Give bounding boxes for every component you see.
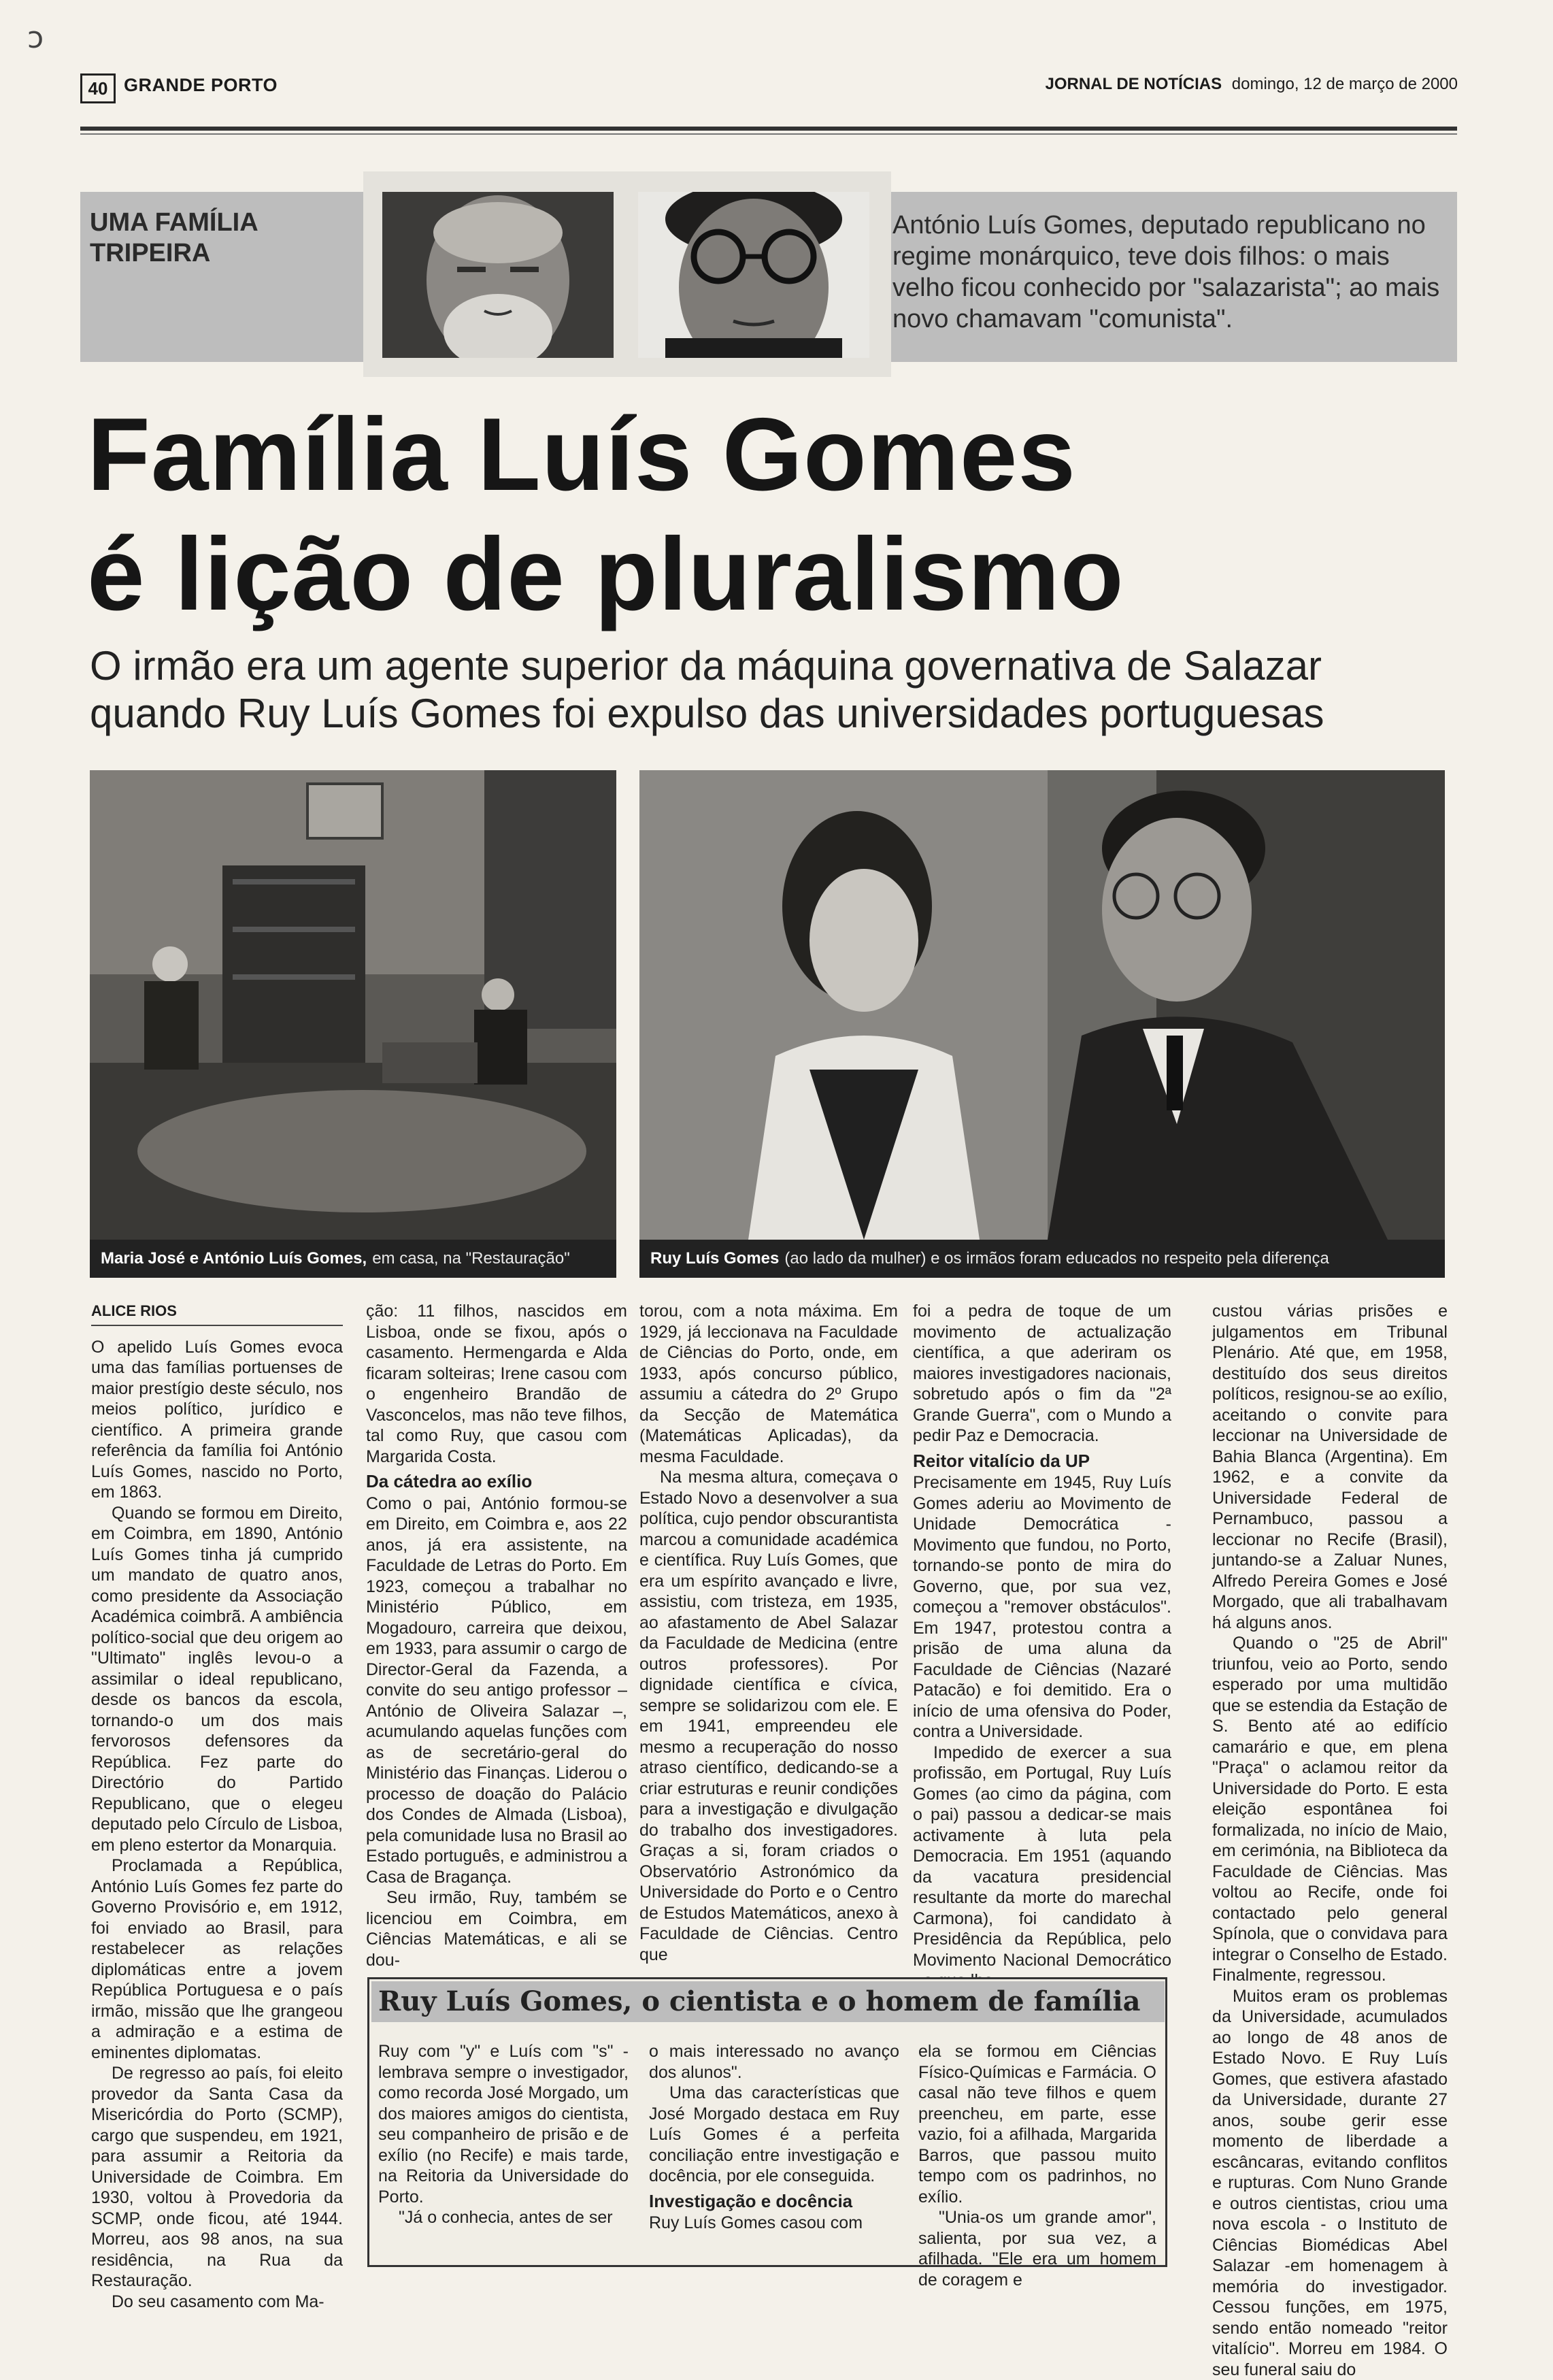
- kicker-label: UMA FAMÍLIA TRIPEIRA: [90, 208, 294, 269]
- scan-corner-mark: ɔ: [27, 20, 44, 55]
- sidebar-paragraph: "Unia-os um grande amor", salienta, por sua vez, a afilhada. "Ele era um homem de coragem e: [918, 2207, 1156, 2290]
- photo-right-caption-name: Ruy Luís Gomes: [650, 1249, 779, 1268]
- article-paragraph: Seu irmão, Ruy, também se licenciou em Coimbra, em Ciências Matemáticas, e ali se dou-: [366, 1887, 627, 1970]
- photo-left-caption-text: em casa, na "Restauração": [372, 1249, 570, 1268]
- article-paragraph: Quando o "25 de Abril" triunfou, veio ao Porto, sendo esperado por uma multidão que se estendia da Estação de S. Bento até ao edifício camarário e que, em plena "Praça" o aclamou reitor da Universidade do Porto. E esta eleição espontânea foi formalizada, no início de Maio, em cerimónia, na Biblioteca da Faculdade de Ciências. Mas voltou ao Recife, onde foi contactado pelo general Spínola, que o convidava para integrar o Conselho de Estado. Finalmente, regressou.: [1212, 1633, 1448, 1986]
- kicker-portraits: [363, 171, 891, 377]
- newspaper-name: JORNAL DE NOTÍCIAS: [1046, 75, 1222, 93]
- article-paragraph: ção: 11 filhos, nascidos em Lisboa, onde se fixou, após o casamento. Hermengarda e Alda ficaram solteiras; Irene casou com o engenheiro Brandão de Vasconcelos, mas não teve filhos, tal como Ruy, que casou com Margarida Costa.: [366, 1301, 627, 1467]
- sidebar-paragraph: "Já o conhecia, antes de ser: [378, 2207, 629, 2228]
- article-paragraph: Quando se formou em Direito, em Coimbra, em 1890, António Luís Gomes tinha já cumprido um mandato de quatro anos, como presidente da Associação Académica coimbrã. A ambiência político-social que deu origem ao "Ultimato" inglês levou-o a assimilar o ideal republicano, desde os bancos da escola, tornando-o um dos mais fervorosos defensores da República. Fez parte do Directório do Partido Republicano, que o elegeu deputado pelo Círculo de Lisboa, em pleno estertor da Monarquia.: [91, 1503, 343, 1856]
- sidebar-column-3: [918, 2041, 1156, 2290]
- article-paragraph: Muitos eram os problemas da Universidade, acumulados ao longo de 48 anos de Estado Novo. E Ruy Luís Gomes, que estivera afastado da Universidade, durante 27 anos, soube gerir esse momento de liberdade a escâncaras, evitando conflitos e rupturas. Com Nuno Grande e outros cientistas, criou uma nova escola - o Instituto de Ciências Biomédicas Abel Salazar -em homenagem à memória do investigador. Cessou funções, em 1975, sendo então nomeado "reitor vitalício". Morreu em 1984. O seu funeral saiu do: [1212, 1986, 1448, 2380]
- kicker-text: António Luís Gomes, deputado republicano no regime monárquico, teve dois filhos: o mais velho ficou conhecido por "salazarista"; ao mais novo chamavam "comunista".: [892, 210, 1450, 335]
- sidebar-paragraph: ela se formou em Ciências Físico-Químicas e Farmácia. O casal não teve filhos e quem preencheu, em parte, esse vazio, foi a afilhada, Margarida Barros, que passou muito tempo com os padrinhos, no exílio.: [918, 2041, 1156, 2207]
- issue-date: domingo, 12 de março de 2000: [1232, 75, 1458, 93]
- article-paragraph: O apelido Luís Gomes evoca uma das famílias portuenses de maior prestígio deste século, nos meios político, jurídico e científico. A primeira grande referência da família foi António Luís Gomes, nascido no Porto, em 1863.: [91, 1337, 343, 1503]
- article-subheading: Reitor vitalício da UP: [913, 1451, 1171, 1472]
- portrait-father-photo: [382, 192, 614, 358]
- article-paragraph: foi a pedra de toque de um movimento de actualização científica, a que aderiram os maiores investigadores nacionais, sobretudo após o fim da "2ª Grande Guerra", com o Mundo a pedir Paz e Democracia.: [913, 1301, 1171, 1447]
- page-number: 40: [80, 73, 116, 103]
- photo-left-caption: [90, 1240, 616, 1278]
- article-column-1: [91, 1301, 343, 2312]
- article-subheading: Da cátedra ao exílio: [366, 1471, 627, 1492]
- photo-ruy-and-wife: [639, 770, 1445, 1278]
- article-paragraph: Do seu casamento com Ma-: [91, 2292, 343, 2313]
- photo-left-caption-names: Maria José e António Luís Gomes,: [101, 1249, 367, 1268]
- article-paragraph: Proclamada a República, António Luís Gomes fez parte do Governo Provisório e, em 1912, foi enviado ao Brasil, para restabelecer as relações diplomáticas entre a jovem República Portuguesa e o país irmão, missão que lhe grangeou a admiração e a estima de eminentes diplomatas.: [91, 1855, 343, 2063]
- sidebar-paragraph: o mais interessado no avanço dos alunos".: [649, 2041, 899, 2083]
- article-paragraph: custou várias prisões e julgamentos em Tribunal Plenário. Até que, em 1958, destituído dos seus direitos políticos, resignou-se ao exílio, aceitando o convite para leccionar na Universidade de Bahia Blanca (Argentina). Em 1962, e a convite da Universidade Federal de Pernambuco, passou a leccionar no Recife (Brasil), juntando-se a Zaluar Nunes, Alfredo Pereira Gomes e José Morgado, que ali trabalhavam há alguns anos.: [1212, 1301, 1448, 1633]
- photo-right-caption: [639, 1240, 1445, 1278]
- section-name: GRANDE PORTO: [124, 75, 278, 96]
- article-paragraph: Precisamente em 1945, Ruy Luís Gomes aderiu ao Movimento de Unidade Democrática - Movimento que fundou, no Porto, tornando-se ponto de mira do Governo, que, por sua vez, começou a "remover obstáculos". Em 1947, protestou contra a prisão de uma aluna da Faculdade de Ciências (Nazaré Patacão) e foi demitido. Era o início de uma ofensiva do Poder, contra a Universidade.: [913, 1472, 1171, 1742]
- portrait-ruy-photo: [638, 192, 869, 358]
- article-paragraph: torou, com a nota máxima. Em 1929, já leccionava na Faculdade de Ciências do Porto, onde, em 1933, após concurso público, assumiu a cátedra do 2º Grupo da Secção de Matemática (Matemáticas Aplicadas), da mesma Faculdade.: [639, 1301, 898, 1467]
- article-paragraph: Na mesma altura, começava o Estado Novo a desenvolver a sua política, cujo pendor obscurantista marcou a comunidade académica e científica. Ruy Luís Gomes, que era um espírito avançado e livre, assistiu, com tristeza, em 1935, ao afastamento de Abel Salazar da Faculdade de Medicina (entre outros professores). Por dignidade científica e cívica, sempre se solidarizou com ele. E em 1941, empreendeu ele mesmo a recuperação do nosso atraso científico, dedicando-se a criar estruturas e reunir condições para a investigação e divulgação do trabalho dos investigadores. Graças a si, foram criados o Observatório Astronómico da Universidade do Porto e o Centro de Estudos Matemáticos, anexo à Faculdade de Ciências. Centro que: [639, 1467, 898, 1965]
- photo-right-caption-text: (ao lado da mulher) e os irmãos foram educados no respeito pela diferença: [784, 1249, 1329, 1268]
- article-paragraph: De regresso ao país, foi eleito provedor da Santa Casa da Misericórdia do Porto (SCMP), cargo que suspendeu, em 1921, para assumir a Reitoria da Universidade de Coimbra. Em 1930, voltou à Provedoria da SCMP, onde ficou, até 1944. Morreu, aos 98 anos, na sua residência, na Rua da Restauração.: [91, 2063, 343, 2292]
- sidebar-title: Ruy Luís Gomes, o cientista e o homem de família: [371, 1981, 1165, 2022]
- article-column-4: [913, 1301, 1171, 1991]
- headline-line-1: Família Luís Gomes: [87, 395, 1516, 514]
- photo-parents-at-home: [90, 770, 616, 1278]
- sidebar-paragraph: Uma das características que José Morgado destaca em Ruy Luís Gomes é a perfeita conciliação entre investigação e docência, por ele conseguida.: [649, 2083, 899, 2187]
- sidebar-paragraph: Ruy Luís Gomes casou com: [649, 2213, 899, 2234]
- article-paragraph: Como o pai, António formou-se em Direito, em Coimbra e, aos 22 anos, já era assistente, na Faculdade de Letras do Porto. Em 1923, começou a trabalhar no Ministério Público, em Mogadouro, carreira que deixou, em 1933, para assumir o cargo de Director-Geral da Fazenda, a convite do seu antigo professor – António de Oliveira Salazar –, acumulando aquelas funções com as de secretário-geral do Ministério das Finanças. Liderou o processo de doação do Palácio dos Condes de Almada (Lisboa), pela comunidade lusa no Brasil ao Estado português, e administrou a Casa de Bragança.: [366, 1493, 627, 1888]
- sidebar-subheading: Investigação e docência: [649, 2191, 899, 2212]
- article-column-2: [366, 1301, 627, 1970]
- article-column-3: [639, 1301, 898, 1965]
- byline: ALICE RIOS: [91, 1301, 343, 1326]
- article-paragraph: Impedido de exercer a sua profissão, em Portugal, Ruy Luís Gomes (ao cimo da página, com o pai) passou a dedicar-se mais activamente à luta pela Democracia. Em 1951 (aquando da vacatura presidencial resultante da morte do marechal Carmona), foi candidato à Presidência da República, pelo Movimento Nacional Democrático: [913, 1742, 1171, 1991]
- sidebar-column-1: [378, 2041, 629, 2228]
- masthead-info: [1046, 75, 1458, 94]
- article-column-5: [1212, 1301, 1448, 2380]
- header-rule: [80, 127, 1457, 131]
- sidebar-column-2: [649, 2041, 899, 2234]
- sidebar-paragraph: Ruy com "y" e Luís com "s" - lembrava sempre o investigador, como recorda José Morgado, um dos maiores amigos do cientista, seu companheiro de prisão e de exílio (no Recife) e mais tarde, na Reitoria da Universidade do Porto.: [378, 2041, 629, 2207]
- headline: [87, 395, 1516, 634]
- headline-line-2: é lição de pluralismo: [87, 514, 1516, 634]
- header-rule-thin: [80, 133, 1457, 135]
- subheadline: O irmão era um agente superior da máquina governativa de Salazar quando Ruy Luís Gomes foi expulso das universidades portuguesas: [90, 642, 1450, 738]
